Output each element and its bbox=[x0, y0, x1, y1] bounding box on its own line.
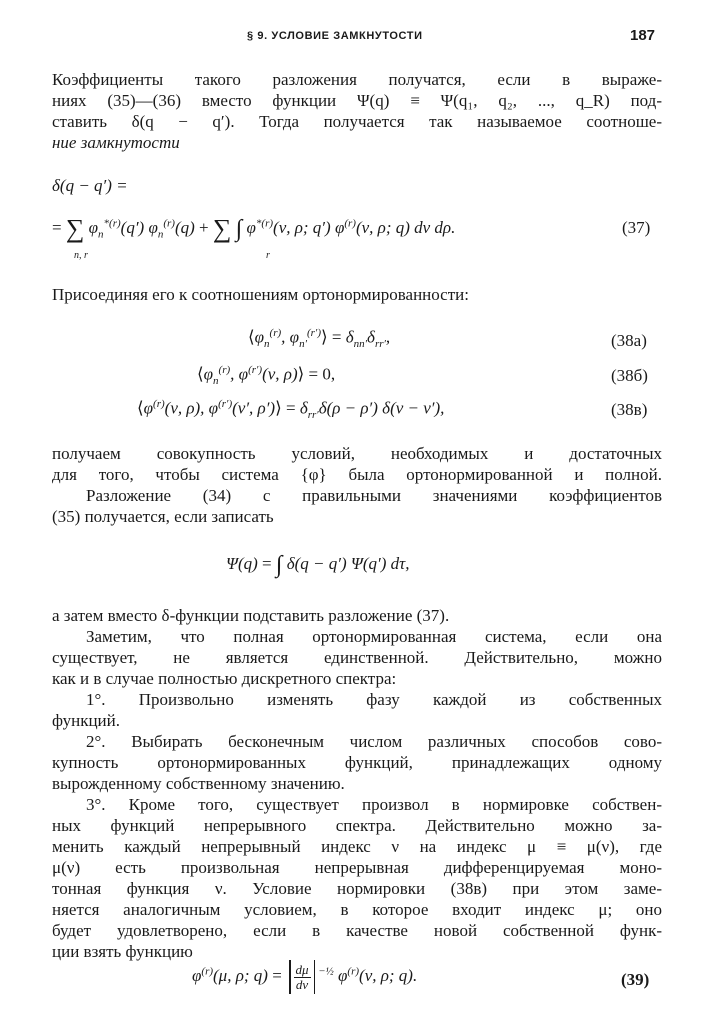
paragraph-intro bbox=[52, 69, 662, 153]
text-line: ние замкнутости bbox=[52, 133, 180, 152]
paragraph-then bbox=[52, 605, 662, 626]
text-line: тонная функция ν. Условие нормировки (38в) при этом заме- bbox=[52, 879, 662, 898]
equation-label-38v: (38в) bbox=[611, 400, 648, 419]
paragraph-note bbox=[52, 626, 662, 689]
equation-38a: $⟨\varphi_n^{(r)}$, $\varphi_{n'}^{(r')}⟩ = \delta_{nn'}\delta_{rr'}$, bbox=[248, 327, 391, 351]
equation-37-rhs: = ∑ $\varphi_n^{*(r)}(q') \varphi_n^{(r)}(q)$ + ∑ ∫ $\varphi^{*(r)}(\nu$, ρ; q′) $\varphi^{(r)}(\nu$, ρ; q) dν dρ. bbox=[52, 214, 456, 243]
equation-label-37: (37) bbox=[622, 218, 651, 237]
text-line: а затем вместо δ-функции подставить разложение (37). bbox=[52, 606, 450, 625]
equation-label-39: (39) bbox=[621, 970, 650, 989]
page-number: 187 bbox=[630, 27, 656, 44]
list-item-1 bbox=[52, 689, 662, 731]
sum-index-r: r bbox=[266, 250, 270, 261]
paragraph-join bbox=[52, 284, 662, 305]
text-line: купность ортонормированных функций, принадлежащих одному bbox=[52, 753, 662, 772]
text-line: вырожденному собственному значению. bbox=[52, 774, 345, 793]
text-line: няется аналогичным условием, в которое входит индекс μ; оно bbox=[52, 900, 662, 919]
sum-index-nr: n, r bbox=[74, 250, 88, 261]
text-line: 3°. Кроме того, существует произвол в нормировке собствен- bbox=[86, 795, 662, 814]
equation-38v: $⟨\varphi^{(r)}(\nu$, ρ), $\varphi^{(r')}(\nu'$, ρ′)⟩ = $\delta_{rr'}\delta(\rho - \rho') \delta(\nu - \nu')$, bbox=[137, 398, 445, 422]
equation-label-38a: (38а) bbox=[611, 331, 647, 350]
equation-38b: $⟨\varphi_n^{(r)}$, $\varphi^{(r')}(\nu$, ρ)⟩ = 0, bbox=[197, 364, 336, 388]
running-header: § 9. УСЛОВИЕ ЗАМКНУТОСТИ bbox=[247, 30, 423, 42]
list-item-2 bbox=[52, 731, 662, 794]
paragraph-result bbox=[52, 443, 662, 527]
list-item-3 bbox=[52, 794, 662, 962]
text-line: 1°. Произвольно изменять фазу каждой из собственных bbox=[86, 690, 662, 709]
text-line: μ(ν) есть произвольная непрерывная дифференцируемая моно- bbox=[52, 858, 662, 877]
text-line: Разложение (34) с правильными значениями коэффициентов bbox=[86, 486, 662, 505]
text-line: 2°. Выбирать бесконечным числом различных способов сово- bbox=[86, 732, 662, 751]
equation-37-lhs: δ(q − q′) = bbox=[52, 176, 128, 195]
text-line: ставить δ(q − q′). Тогда получается так называемое соотноше- bbox=[52, 112, 662, 131]
text-line: Коэффициенты такого разложения получатся, если в выраже- bbox=[52, 70, 662, 89]
text-line: ции взять функцию bbox=[52, 942, 193, 961]
text-line: функций. bbox=[52, 711, 120, 730]
text-line: ниях (35)—(36) вместо функции Ψ(q) ≡ Ψ(q₁, q₂, ..., q_R) под- bbox=[52, 91, 662, 110]
equation-label-38b: (38б) bbox=[611, 366, 648, 385]
text-line: для того, чтобы система {φ} была ортонормированной и полной. bbox=[52, 465, 662, 484]
text-line: будет удовлетворено, если в качестве новой собственной функ- bbox=[52, 921, 662, 940]
text-line: Заметим, что полная ортонормированная система, если она bbox=[86, 627, 662, 646]
text-line: ных функций непрерывного спектра. Действительно можно за- bbox=[52, 816, 662, 835]
text-line: менить каждый непрерывный индекс ν на индекс μ ≡ μ(ν), где bbox=[52, 837, 662, 856]
equation-psi-integral: Ψ(q) = ∫ δ(q − q′) Ψ(q′) dτ, bbox=[226, 552, 410, 578]
text-line: Присоединяя его к соотношениям ортонормированности: bbox=[52, 285, 469, 304]
equation-39: $\varphi^{(r)}(\mu$, ρ; q) = $\frac{d\mu}{d\nu}$ $^{-\frac{1}{2}}$ $\varphi^{(r)}(\nu$, ρ; q). bbox=[192, 960, 417, 994]
text-line: получаем совокупность условий, необходимых и достаточных bbox=[52, 444, 662, 463]
text-line: существует, не является единственной. Действительно, можно bbox=[52, 648, 662, 667]
text-line: как и в случае полностью дискретного спектра: bbox=[52, 669, 397, 688]
text-line: (35) получается, если записать bbox=[52, 507, 274, 526]
